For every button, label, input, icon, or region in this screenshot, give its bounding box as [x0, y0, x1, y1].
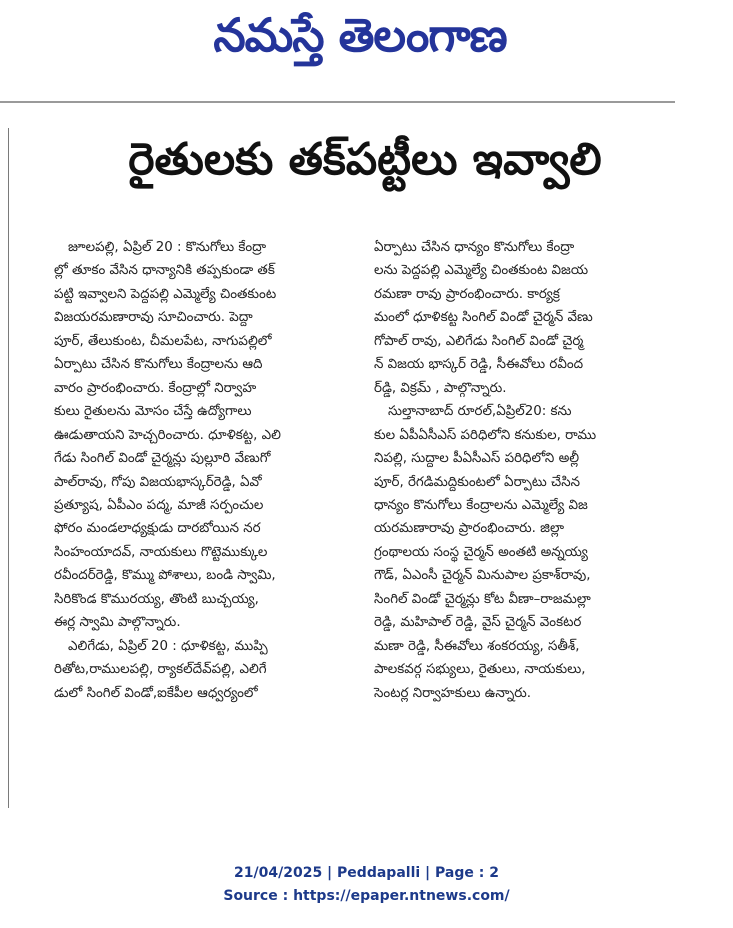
paragraph-eligedu-continued: ఏర్పాటు చేసిన ధాన్యం కొనుగోలు కేంద్రా లను పెద్దపల్లి ఎమ్మెల్యే చింతకుంట విజయ రమణా రావు ప్రారంభించారు. కార్యక్ర మంలో ధూళికట్ట సింగిల్ విండో చైర్మన్ వేణు గోపాల్ రావు, ఎలిగేడు సింగిల్ విండో చైర్మ న్ విజయ భాస్కర్ రెడ్డి, సీఈవోలు రవీంద ర్‌డ్డి, విక్రమ్ , పాల్గొన్నారు.: [374, 240, 593, 396]
masthead-divider: [0, 101, 675, 103]
article-column-right: [374, 236, 662, 705]
paragraph-sultanabad: సుల్తానాబాద్ రూరల్,ఏప్రిల్20: కను కుల ఏపీఏసీఎస్ పరిధిలోని కనుకుల, రాము నిపల్లి, సుద్దాల పీఏసీఎస్ పరిధిలోని అల్లీ పూర్, రేగడిమద్దికుంటలో ఏర్పాటు చేసిన ధాన్యం కొనుగోలు కేంద్రాలను ఎమ్మెల్యే విజ యరమణారావు ప్రారంభించారు. జిల్లా గ్రంథాలయ సంస్థ చైర్మన్ అంతటి అన్నయ్య గౌడ్, ఏఎంసీ చైర్మన్ మినుపాల ప్రకాశ్‌రావు, సింగిల్ విండో చైర్మన్లు కోట వీణా–రాజమల్లా రెడ్డి, మహిపాల్ రెడ్డి, వైస్ చైర్మన్ వెంకటర మణా రెడ్డి, సీఈవోలు శంకరయ్య, సతీశ్, పాలకవర్గ సభ్యులు, రైతులు, నాయకులు, సెంటర్ల నిర్వాహకులు ఉన్నారు.: [374, 404, 597, 701]
headline-text: రైతులకు తక్‌పట్టీలు ఇవ్వాలి: [128, 134, 602, 185]
article-column-left: [54, 236, 354, 705]
newspaper-masthead: [150, 6, 570, 76]
footer-date-edition: 21/04/2025 | Peddapalli | Page : 2: [234, 865, 499, 881]
paragraph-julapalli: జూలపల్లి, ఏప్రిల్ 20 : కొనుగోలు కేంద్రా ల్లో తూకం వేసిన ధాన్యానికి తప్పకుండా తక్ పట్టి ఇవ్వాలని పెద్దపల్లి ఎమ్మెల్యే చింతకుంట విజయరమణారావు సూచించారు. పెద్దా పూర్, తేలుకుంట, చీమలపేట, నాగుపల్లిలో ఏర్పాటు చేసిన కొనుగోలు కేంద్రాలను ఆది వారం ప్రారంభించారు. కేంద్రాల్లో నిర్వాహ కులు రైతులను మోసం చేస్తే ఉద్యోగాలు ఊడుతాయని హెచ్చరించారు. ధూళికట్ట, ఎలి గేడు సింగిల్ విండో చైర్మన్లు పుల్లూరి వేణుగో పాల్‌రావు, గోపు విజయభాస్కర్‌రెడ్డి, ఏవో ప్రత్యూష, ఏపీఎం పద్మ, మాజీ సర్పంచుల ఫోరం మండలాధ్యక్షుడు దారబోయిన నర సింహంయాదవ్, నాయకులు గొట్టెముక్కుల రవీందర్‌రెడ్డి, కొమ్ము పోశాలు, బండి స్వామి, సిరికొండ కొమురయ్య, తొంటి బుచ్చయ్య, ఈర్ల స్వామి పాల్గొన్నారు.: [54, 240, 281, 631]
article-left-border: [8, 128, 9, 808]
masthead-title: నమస్తే తెలంగాణ: [213, 8, 507, 62]
article-headline: [55, 130, 675, 200]
footer-source: Source : https://epaper.ntnews.com/: [223, 888, 510, 904]
paragraph-eligedu: ఎలిగేడు, ఏప్రిల్ 20 : ధూళికట్ట, ముప్పి రితోట,రాములపల్లి, ర్యాకల్‌దేవ్‌పల్లి, ఎలిగే డులో సింగిల్ విండో,ఐకేపీల ఆధ్వర్యంలో: [54, 638, 268, 701]
